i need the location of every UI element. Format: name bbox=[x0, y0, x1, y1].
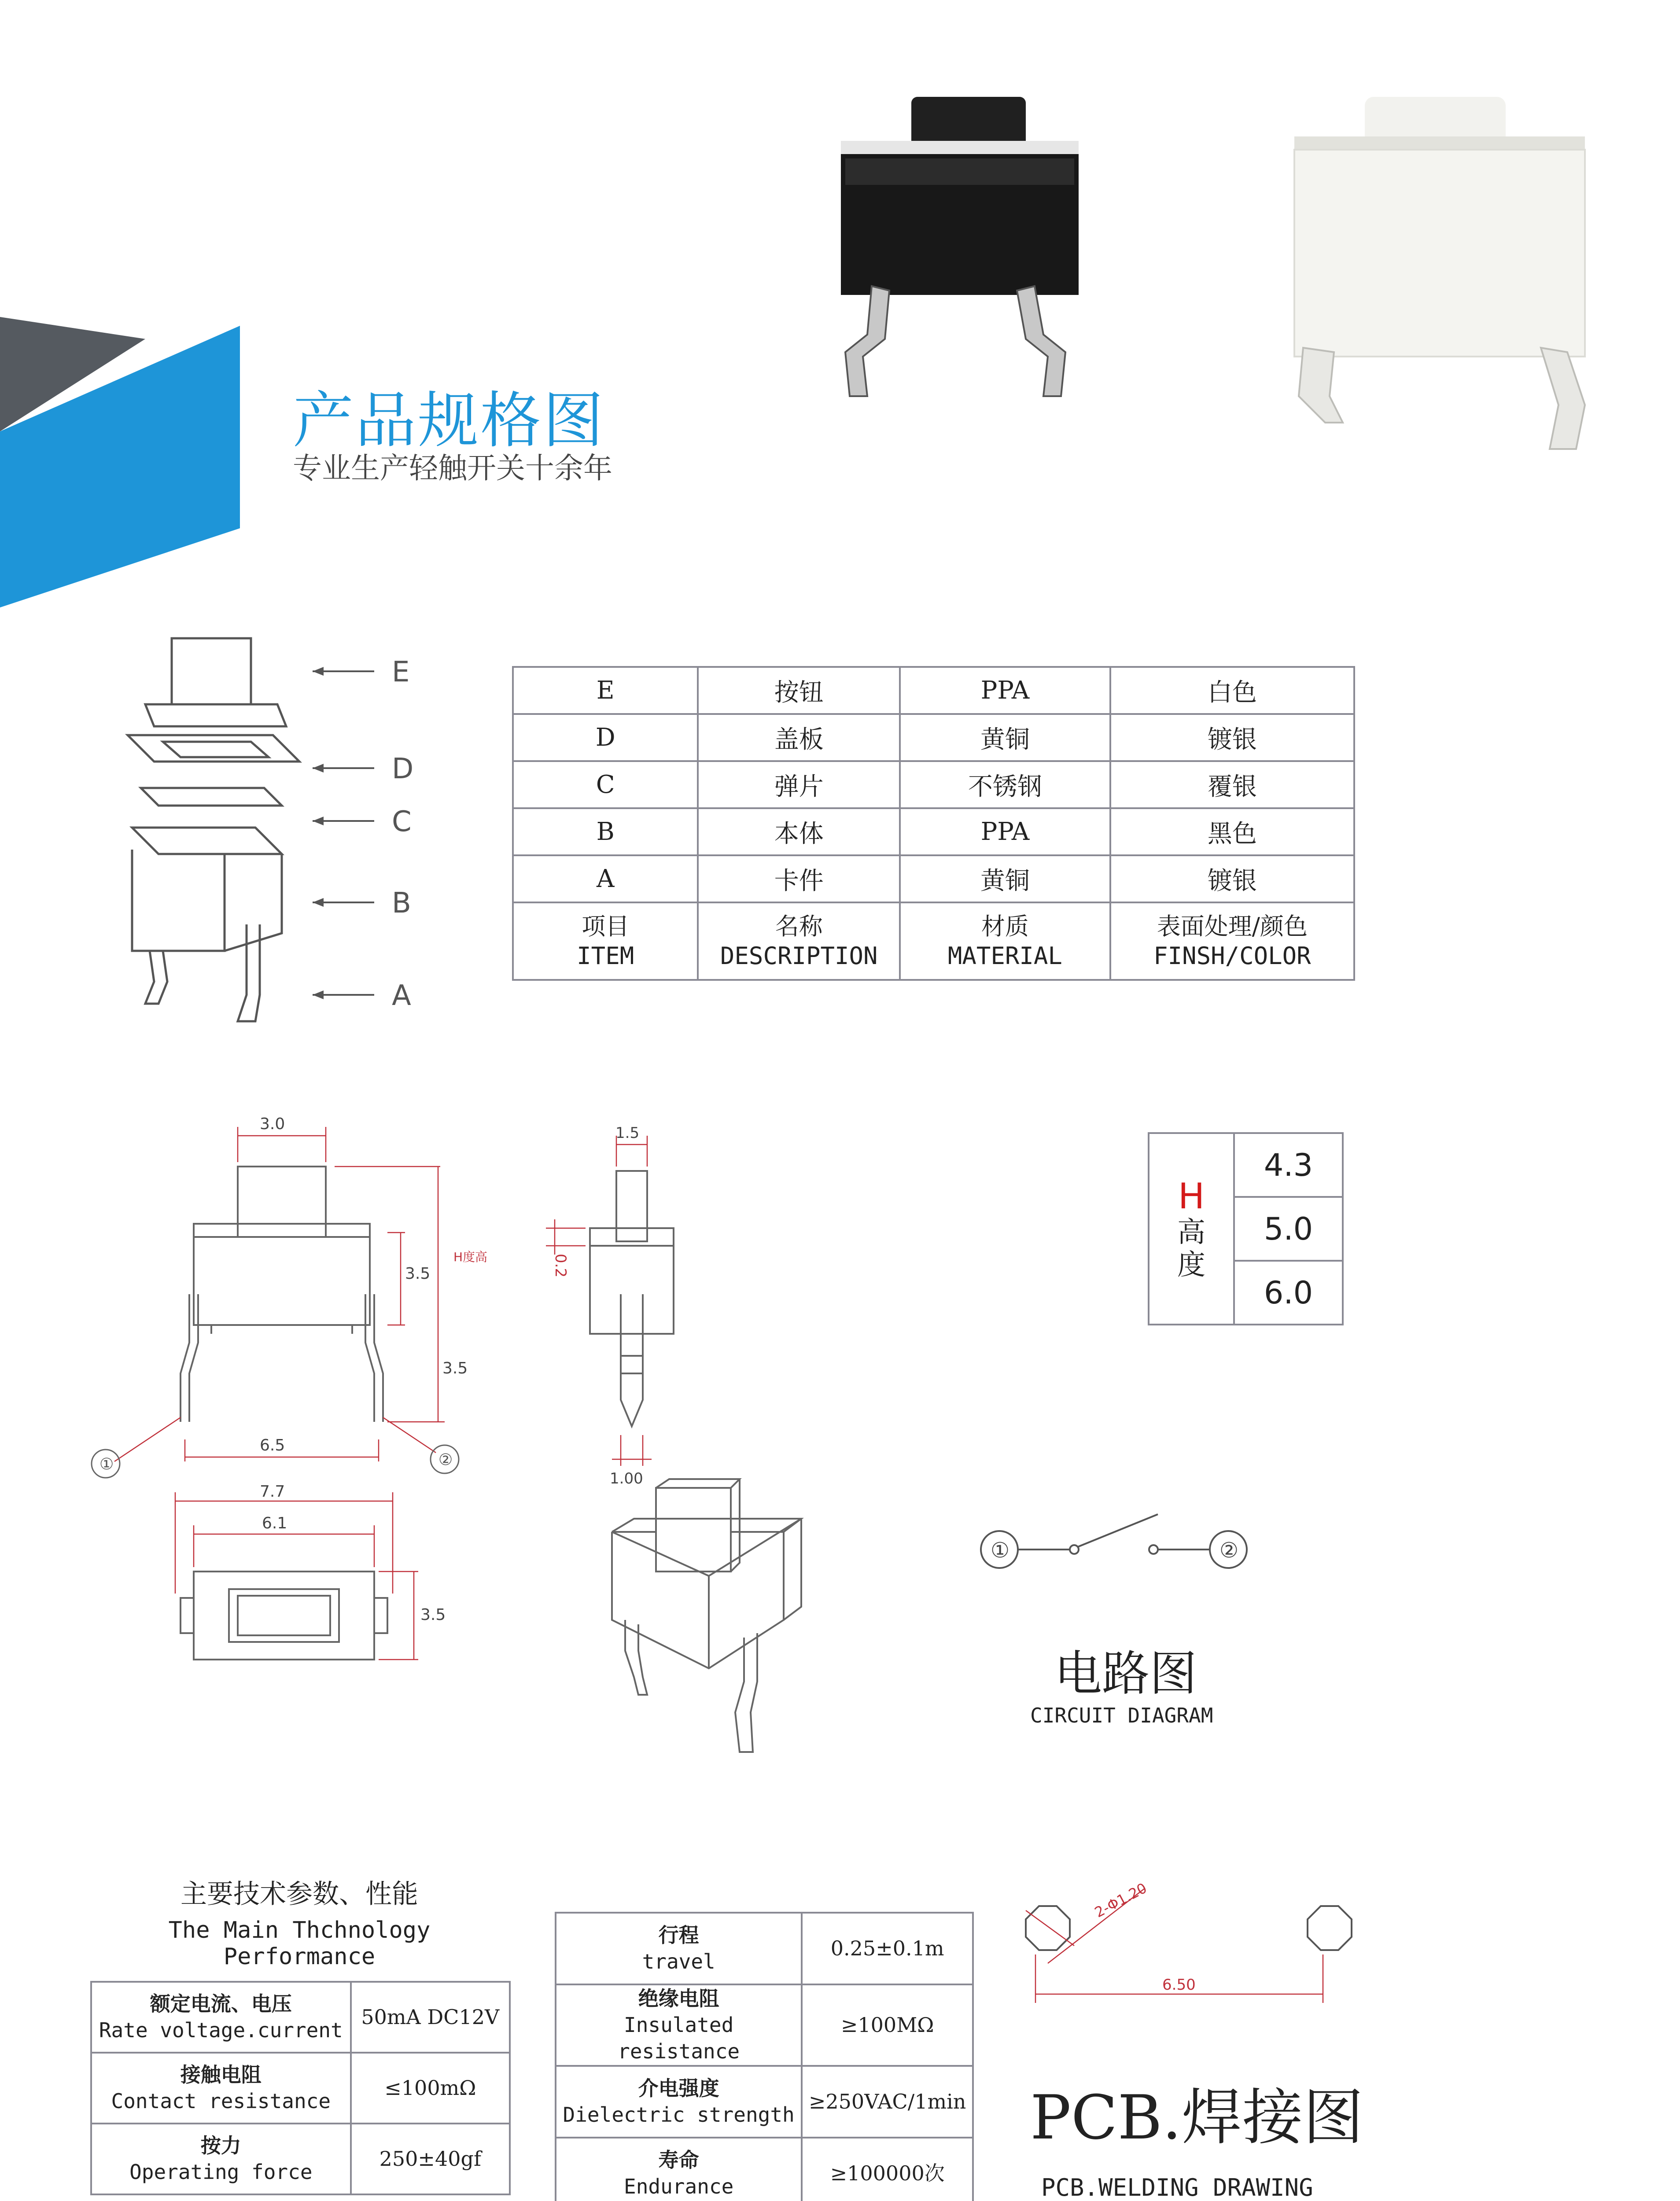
dim-top-body: 6.1 bbox=[262, 1514, 287, 1532]
header-material: 材质 MATERIAL bbox=[900, 902, 1110, 980]
side-view-drawing bbox=[537, 1118, 704, 1497]
circuit-pin-2: ② bbox=[1219, 1538, 1239, 1563]
table-row bbox=[556, 1913, 973, 1984]
table-row bbox=[556, 2138, 973, 2201]
dim-top-overall: 7.7 bbox=[260, 1483, 285, 1501]
table-row bbox=[556, 1984, 973, 2066]
table-row bbox=[513, 667, 1354, 714]
dim-front-width: 3.0 bbox=[260, 1115, 285, 1133]
label-d: D bbox=[392, 753, 414, 785]
cell-description: 盖板 bbox=[698, 714, 900, 761]
cell-item: C bbox=[513, 761, 698, 808]
cell-finish: 镀银 bbox=[1110, 714, 1354, 761]
circuit-subtitle: CIRCUIT DIAGRAM bbox=[1030, 1704, 1213, 1727]
dim-top-height: 3.5 bbox=[420, 1606, 446, 1624]
cell-description: 按钮 bbox=[698, 667, 900, 714]
cell-item: A bbox=[513, 855, 698, 902]
height-word-1: 高 bbox=[1177, 1216, 1206, 1249]
header-description: 名称 DESCRIPTION bbox=[698, 902, 900, 980]
pcb-subtitle: PCB.WELDING DRAWING bbox=[1041, 2174, 1313, 2201]
cell-finish: 白色 bbox=[1110, 667, 1354, 714]
cell-material: PPA bbox=[900, 667, 1110, 714]
isometric-switch-drawing bbox=[599, 1475, 819, 1778]
spec-name-cn: 介电强度 bbox=[638, 2076, 719, 2101]
cell-item: B bbox=[513, 808, 698, 855]
cell-finish: 镀银 bbox=[1110, 855, 1354, 902]
page-subtitle: 专业生产轻触开关十余年 bbox=[293, 451, 612, 485]
page-title: 产品规格图 bbox=[293, 385, 606, 456]
spec-name-cn: 按力 bbox=[200, 2133, 241, 2157]
spec-value: 250±40gf bbox=[351, 2124, 510, 2194]
cell-item: D bbox=[513, 714, 698, 761]
height-header-cell bbox=[1149, 1133, 1234, 1325]
spec-value: ≥100MΩ bbox=[802, 1984, 973, 2066]
table-row bbox=[91, 2124, 510, 2194]
height-letter: H bbox=[1178, 1176, 1205, 1217]
height-table bbox=[1148, 1132, 1344, 1325]
spec-value: 50mA DC12V bbox=[351, 1982, 510, 2053]
label-e: E bbox=[392, 656, 410, 688]
spec-name-en: Endurance bbox=[624, 2174, 734, 2198]
header-banner bbox=[0, 299, 247, 616]
pin-1-label: ① bbox=[99, 1455, 114, 1473]
height-value: 6.0 bbox=[1234, 1261, 1343, 1325]
pin-2-label: ② bbox=[438, 1451, 453, 1469]
circuit-pin-1: ① bbox=[991, 1538, 1010, 1563]
dim-side-offset: 0.2 bbox=[552, 1254, 569, 1278]
label-b: B bbox=[392, 887, 411, 920]
top-view-drawing bbox=[163, 1470, 480, 1673]
table-row bbox=[513, 761, 1354, 808]
table-row bbox=[1149, 1133, 1343, 1197]
table-row bbox=[91, 1982, 510, 2053]
dim-side-width: 1.5 bbox=[615, 1124, 640, 1142]
black-switch-photo bbox=[828, 88, 1136, 409]
label-a: A bbox=[392, 979, 411, 1012]
cell-description: 弹片 bbox=[698, 761, 900, 808]
cell-item: E bbox=[513, 667, 698, 714]
spec-name-en: Insulated resistance bbox=[618, 2013, 740, 2063]
exploded-view-drawing bbox=[106, 616, 467, 1034]
cell-material: 黄铜 bbox=[900, 714, 1110, 761]
table-row bbox=[513, 855, 1354, 902]
specs-table-left bbox=[90, 1981, 511, 2195]
spec-name-cn: 额定电流、电压 bbox=[150, 1991, 292, 2016]
white-switch-photo bbox=[1277, 88, 1611, 467]
cell-finish: 覆银 bbox=[1110, 761, 1354, 808]
pcb-drawing bbox=[999, 1862, 1396, 2029]
table-row bbox=[91, 2053, 510, 2124]
table-header-row bbox=[513, 902, 1354, 980]
spec-value: 0.25±0.1m bbox=[802, 1913, 973, 1984]
spec-name-en: travel bbox=[642, 1949, 715, 1973]
height-value: 5.0 bbox=[1234, 1197, 1343, 1261]
spec-name-en: Rate voltage.current bbox=[99, 2018, 343, 2042]
cell-description: 本体 bbox=[698, 808, 900, 855]
cell-finish: 黑色 bbox=[1110, 808, 1354, 855]
table-row bbox=[556, 2066, 973, 2138]
spec-value: ≥100000次 bbox=[802, 2138, 973, 2201]
spec-value: ≤100mΩ bbox=[351, 2053, 510, 2124]
specs-title: 主要技术参数、性能 bbox=[181, 1879, 418, 1910]
cell-description: 卡件 bbox=[698, 855, 900, 902]
spec-name-cn: 绝缘电阻 bbox=[638, 1987, 719, 2010]
circuit-title: 电路图 bbox=[1054, 1646, 1197, 1701]
dim-front-body-height: 3.5 bbox=[405, 1265, 431, 1283]
label-c: C bbox=[392, 806, 412, 838]
spec-name-en: Contact resistance bbox=[111, 2089, 331, 2113]
circuit-diagram bbox=[964, 1497, 1272, 1585]
specs-table-right bbox=[555, 1912, 974, 2201]
table-row bbox=[513, 714, 1354, 761]
header-item: 项目 ITEM bbox=[513, 902, 698, 980]
dim-side-pin: 1.00 bbox=[610, 1470, 643, 1487]
spec-name-en: Dielectric strength bbox=[563, 2102, 795, 2127]
pcb-pitch-label: 6.50 bbox=[1162, 1976, 1196, 1994]
cell-material: 不锈钢 bbox=[900, 761, 1110, 808]
cell-material: PPA bbox=[900, 808, 1110, 855]
spec-name-en: Operating force bbox=[129, 2160, 313, 2184]
cell-material: 黄铜 bbox=[900, 855, 1110, 902]
spec-name-cn: 行程 bbox=[658, 1923, 699, 1947]
dim-front-lead-height: 3.5 bbox=[442, 1359, 468, 1377]
table-row bbox=[513, 808, 1354, 855]
pcb-hole-label: 2-Φ1.20 bbox=[1091, 1879, 1150, 1921]
spec-name-cn: 寿命 bbox=[658, 2148, 699, 2172]
specs-subtitle: The Main Thchnology Performance bbox=[168, 1917, 431, 1970]
materials-table bbox=[512, 666, 1355, 981]
spec-name-cn: 接触电阻 bbox=[180, 2062, 262, 2087]
dim-height-label: H度高 bbox=[453, 1250, 488, 1264]
header-finish: 表面处理/颜色 FINSH/COLOR bbox=[1110, 902, 1354, 980]
front-view-drawing bbox=[79, 1109, 511, 1488]
spec-value: ≥250VAC/1min bbox=[802, 2066, 973, 2138]
height-value: 4.3 bbox=[1234, 1133, 1343, 1197]
dim-front-pitch: 6.5 bbox=[260, 1436, 285, 1454]
height-word-2: 度 bbox=[1177, 1249, 1206, 1281]
pcb-title: PCB.焊接图 bbox=[1030, 2082, 1364, 2153]
